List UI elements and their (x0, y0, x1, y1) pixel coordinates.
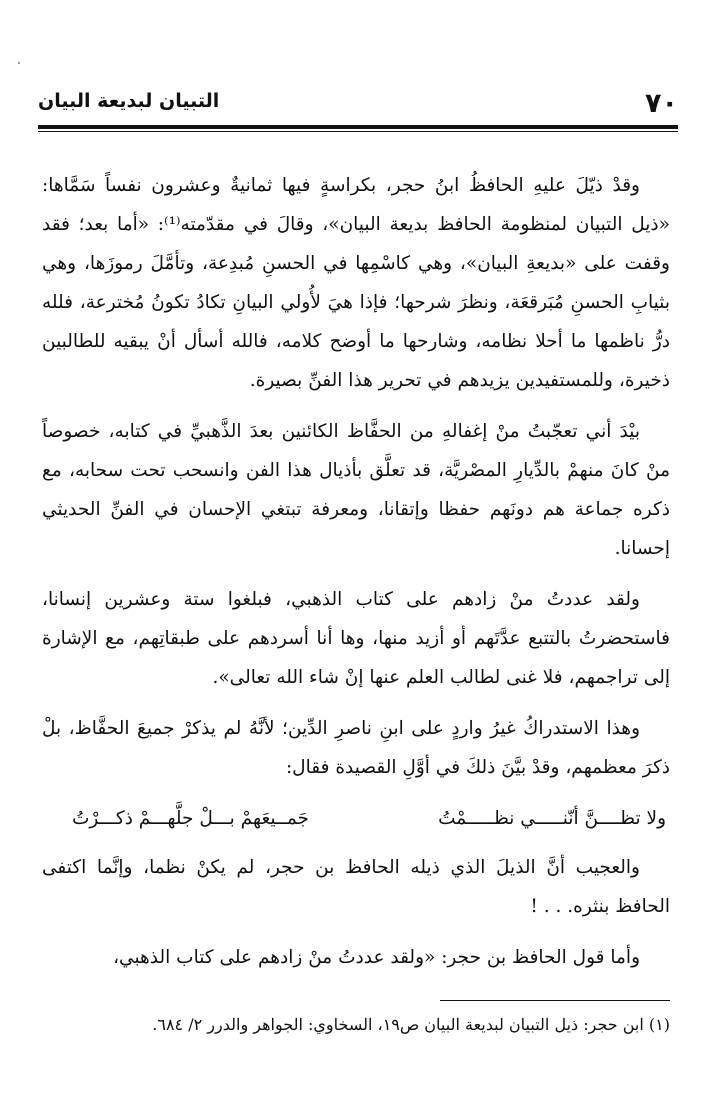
footnote-text: (١) ابن حجر: ذيل التبيان لبديعة البيان ص١٩، السخاوي: الجواهر والدرر ٢/ ٦٨٤. (152, 1015, 670, 1034)
header-rule-thick (38, 125, 678, 129)
page-number: ٧٠ (645, 88, 678, 119)
header-rule-thin (38, 131, 678, 132)
paragraph-2: بيْدَ أني تعجّبتُ منْ إغفالهِ من الحفَّاظ الكائنين بعدَ الذَّهبيِّ في كتابه، خصوصاً منْ كانَ منهمْ بالدِّيارِ المصْريَّة، قد تعلَّق بأذيال هذا الفن وانسحب تحت سحابه، مع ذكره جماعة هم دونَهم حفظا وإتقانا، ومعرفة تبتغي الإحسان في الفنِّ الحديثي إحسانا. (42, 421, 670, 559)
footnote-separator (440, 1000, 670, 1001)
page-edge-mark (18, 62, 20, 64)
verse-second-hemistich: جَمــيعَهمْ بـــلْ جلَّهـــمْ ذكـــرْتُ (72, 808, 309, 829)
footnote (40, 1010, 670, 1040)
paragraph-5: والعجيب أنَّ الذيلَ الذي ذيله الحافظ بن حجر، لم يكنْ نظما، وإنَّما اكتفى الحافظ بنثره. . . ! (42, 857, 670, 917)
verse-first-hemistich: ولا تظــــنَّ أنّنـــــي نظـــــمْتُ (438, 808, 666, 829)
paragraph-4: وهذا الاستدراكُ غيرُ واردٍ على ابنِ ناصرِ الدِّين؛ لأنَّهُ لم يذكرْ جميعَ الحفَّاظ، بلْ ذكرَ معظمهم، وقدْ بيَّنَ ذلكَ في أوَّلِ القصيدة فقال: (42, 718, 670, 778)
poem-verse (42, 799, 670, 838)
paragraph-6: وأما قول الحافظ بن حجر: «ولقد عددتُ منْ زادهم على كتاب الذهبي، (113, 947, 640, 968)
paragraph-1: وقدْ ذيّلَ عليهِ الحافظُ ابنُ حجر، بكراسةٍ فيها ثمانيةٌ وعشرون نفساً سَمَّاها: «ذيل التبيان لمنظومة الحافظ بديعة البيان»، وقالَ في مقدّمته⁽¹⁾: «أما بعد؛ فقد وقفت على «بديعةِ البيان»، وهي كاسْمِها في الحسنِ مُبدِعة، وتأمَّلَ رموزَها، وهي بثيابِ الحسنِ مُبَرقعَة، ونظرَ شرحها؛ فإذا هيَ لأُولي البيانِ تكادُ تكونُ مُخترعة، فلله درُّ ناظمها ما أحلا نظامه، وشارحها ما أوضح كلامه، فالله أسأل أنْ يبقيه للطالبين ذخيرة، وللمستفيدين يزيدهم في تحرير هذا الفنِّ بصيرة. (42, 175, 670, 391)
main-text (42, 166, 670, 989)
running-title: التبيان لبديعة البيان (38, 90, 220, 112)
paragraph-3: ولقد عددتُ منْ زادهم على كتاب الذهبي، فبلغوا ستة وعشرين إنسانا، فاستحضرتُ بالتتبع عدَّتَهم أو أزيد منها، وها أنا أسردهم على طبقاتِهم، مع الإشارة إلى تراجمهم، فلا غنى لطالب العلم عنها إنْ شاء الله تعالى». (42, 589, 670, 688)
page-header (38, 84, 678, 124)
